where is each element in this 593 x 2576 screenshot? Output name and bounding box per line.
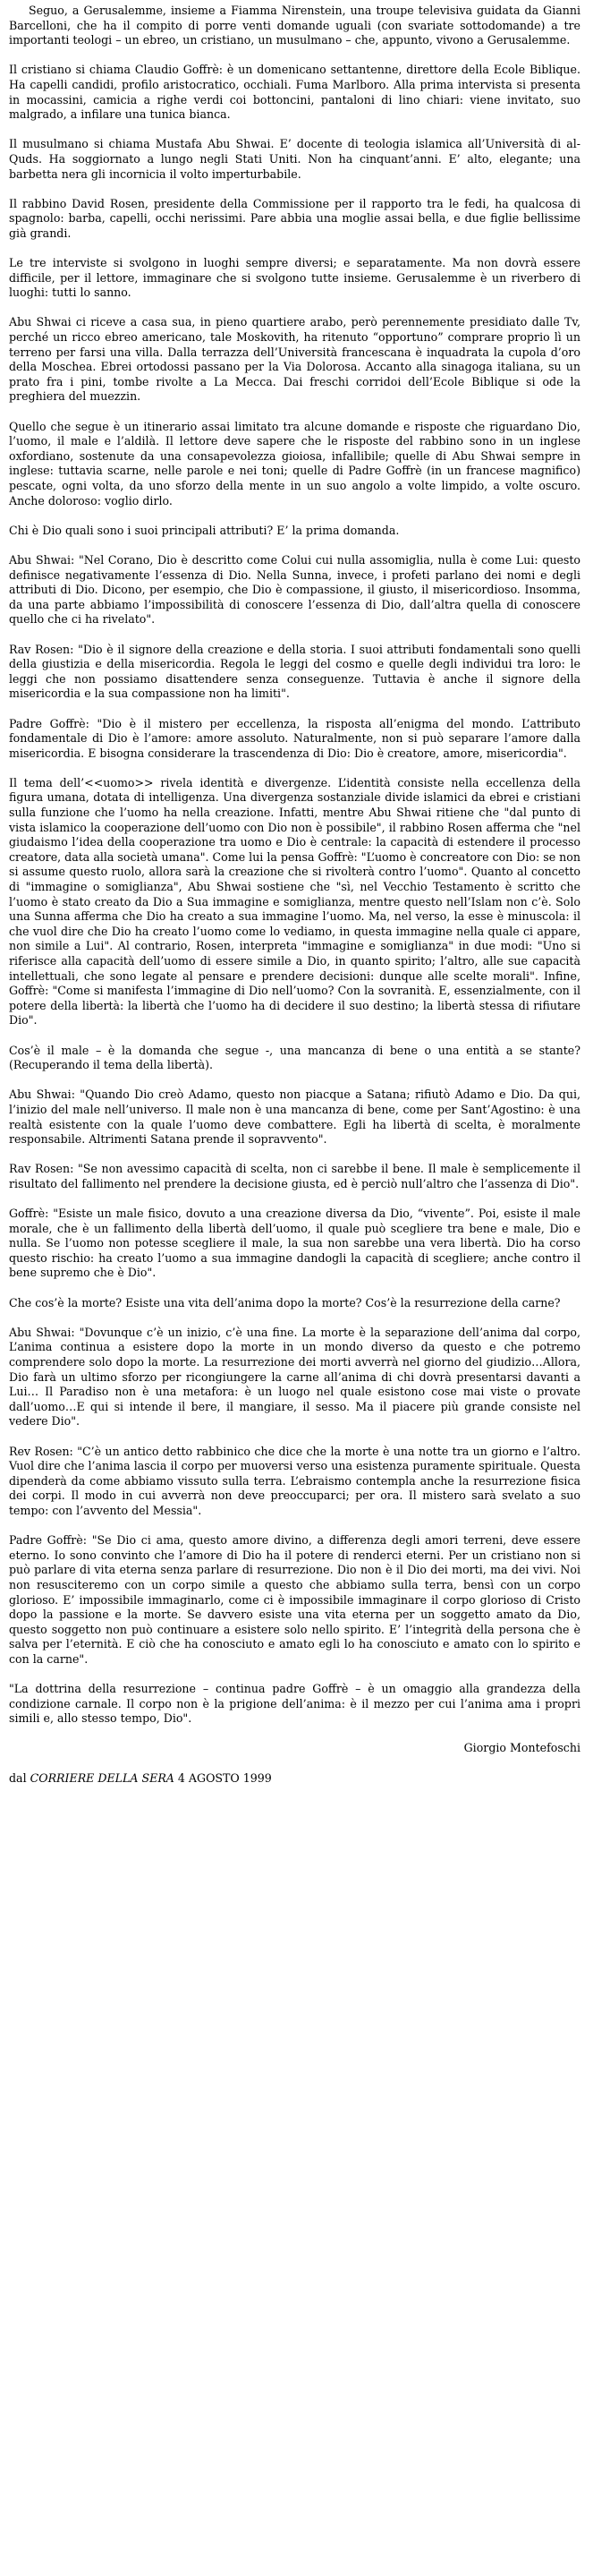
article-paragraph: Cos’è il male – è la domanda che segue -, una mancanza di bene o una entità a se stante? (Recuperando il tema della libertà).	[9, 1043, 580, 1072]
article-paragraph: Chi è Dio quali sono i suoi principali attributi? E’ la prima domanda.	[9, 523, 400, 537]
source-line	[9, 1771, 580, 1787]
article-paragraph: Il tema dell’<<uomo>> rivela identità e divergenze. L’identità consiste nella eccellenza della figura umana, dotata di intelligenza. Una divergenza sostanziale divide islamici da ebrei e cristiani sulla funzione che l’uomo ha nella creazione. Infatti, mentre Abu Shwai ritiene che "dal punto di vista islamico la cooperazione dell’uomo con Dio non è possibile", il rabbino Rosen afferma che "nel giudaismo l’idea della cooperazione tra uomo e Dio è centrale: la capacità di estendere il processo creatore, data alla società umana". Come lui la pensa Goffrè: "L’uomo è concreatore con Dio: se non si assume questo ruolo, allora sarà la creazione che si rivolterà contro l’uomo". Quanto al concetto di "immagine o somiglianza", Abu Shwai sostiene che "sì, nel Vecchio Testamento è scritto che l’uomo è stato creato da Dio a Sua immagine e somiglianza, mentre questo nell’Islam non c’è. Solo una Sunna afferma che Dio ha creato a sua immagine l’uomo. Ma, nel verso, la esse è minuscola: il che vuol dire che Dio ha creato l’uomo come lo vediamo, in questa immagine nella quale ci appare, non simile a Lui". Al contrario, Rosen, interpreta "immagine e somiglianza" in due modi: "Uno si riferisce alla capacità dell’uomo di essere simile a Dio, in quanto spirito; l’altro, alle sue capacità intellettuali, che sono legate al pensare e prendere decisioni: dunque alle scelte morali". Infine, Goffrè: "Come si manifesta l’immagine di Dio nell’uomo? Con la sovranità. E, essenzialmente, con il potere della libertà: la libertà che l’uomo ha di decidere il suo destino; la libertà stessa di rifiutare Dio".	[9, 775, 580, 1028]
article-paragraph: Abu Shwai ci riceve a casa sua, in pieno quartiere arabo, però perennemente presidiato dalle Tv, perché un ricco ebreo americano, tale Moskovith, ha ritenuto “opportuno” comprare proprio lì un terreno per farsi una villa. Dalla terrazza dell’Università francescana è inquadrata la cupola d’oro della Moschea. Ebrei ortodossi passano per la Via Dolorosa. Accanto alla sinagoga italiana, su un prato fra i pini, tombe rivolte a La Mecca. Dai freschi corridoi dell’Ecole Biblique si ode la preghiera del muezzin.	[9, 315, 580, 404]
article-paragraph: Abu Shwai: "Nel Corano, Dio è descritto come Colui cui nulla assomiglia, nulla è come Lui: questo definisce negativamente l’essenza di Dio. Nella Sunna, invece, i profeti parlano dei nomi e degli attributi di Dio. Dicono, per esempio, che Dio è compassione, il giusto, il misericordioso. Insomma, da una parte abbiamo l’impossibilità di conoscere l’essenza di Dio, dall’altra quella di conoscere quello che ci ha rivelato".	[9, 552, 580, 627]
article-paragraph: Abu Shwai: "Dovunque c’è un inizio, c’è una fine. La morte è la separazione dell’anima dal corpo, L’anima continua a esistere dopo la morte in un mondo diverso da questo e che potremo comprendere solo dopo la morte. La resurrezione dei morti avverrà nel giorno del giudizio…Allora, Dio farà un ultimo sforzo per ricongiungere la carne all’anima di chi dovrà presentarsi davanti a Lui… Il Paradiso non è una metafora: è un luogo nel quale esistono cose mai viste o provate dall’uomo…E qui si intende il bere, il mangiare, il sesso. Ma il piacere più grande consiste nel vedere Dio".	[9, 1325, 580, 1429]
article-paragraph: Le tre interviste si svolgono in luoghi sempre diversi; e separatamente. Ma non dovrà essere difficile, per il lettore, immaginare che si svolgono tutte insieme. Gerusalemme è un riverbero di luoghi: tutti lo sanno.	[9, 256, 580, 300]
source-prefix: dal	[9, 1770, 30, 1785]
article-paragraph: Abu Shwai: "Quando Dio creò Adamo, questo non piacque a Satana; rifiutò Adamo e Dio. Da qui, l’inizio del male nell’universo. Il male non è una mancanza di bene, come per Sant’Agostino: è una realtà esistente con la quale l’uomo deve combattere. Egli ha libertà di scelta, è moralmente responsabile. Altrimenti Satana prende il sopravvento".	[9, 1088, 580, 1147]
article-body	[9, 4, 580, 1727]
article-paragraph: Padre Goffrè: "Se Dio ci ama, questo amore divino, a differenza degli amori terreni, deve essere eterno. Io sono convinto che l’amore di Dio ha il potere di renderci eterni. Per un cristiano non si può parlare di vita eterna senza parlare di resurrezione. Dio non è il Dio dei morti, ma dei vivi. Noi non resusciteremo con un corpo simile a questo che abbiamo sulla terra, bensì con un corpo glorioso. E’ impossibile immaginarlo, come ci è impossibile immaginare il corpo glorioso di Cristo dopo la passione e la morte. Se davvero esiste una vita eterna per un soggetto amato da Dio, questo soggetto non può continuare a esistere solo nello spirito. E’ l’integrità della persona che è salva per l’eternità. E ciò che ha conosciuto e amato egli lo ha conosciuto e amato con lo spirito e con la carne".	[9, 1533, 580, 1666]
article-paragraph: Rav Rosen: "Dio è il signore della creazione e della storia. I suoi attributi fondamentali sono quelli della giustizia e della misericordia. Regola le leggi del cosmo e quelle degli individui tra loro: le leggi che non possiamo disattendere senza conseguenze. Tuttavia è anche il signore della misericordia e la sua compassione non ha limiti".	[9, 642, 580, 701]
source-date: 4 AGOSTO 1999	[174, 1770, 272, 1785]
article-paragraph: Il rabbino David Rosen, presidente della Commissione per il rapporto tra le fedi, ha qualcosa di spagnolo: barba, capelli, occhi nerissimi. Pare abbia una moglie assai bella, e due figlie bellissime già grandi.	[9, 196, 580, 240]
article-paragraph: Seguo, a Gerusalemme, insieme a Fiamma Nirenstein, una troupe televisiva guidata da Gianni Barcelloni, che ha il compito di porre venti domande uguali (con svariate sottodomande) a tre importanti teologi – un ebreo, un cristiano, un musulmano – che, appunto, vivono a Gerusalemme.	[9, 4, 580, 47]
article-paragraph: Goffrè: "Esiste un male fisico, dovuto a una creazione diversa da Dio, “vivente”. Poi, esiste il male morale, che è un fallimento della libertà dell’uomo, il quale può scegliere tra bene e male, Dio e nulla. Se l’uomo non potesse scegliere il male, la sua non sarebbe una vera libertà. Dio ha corso questo rischio: ha creato l’uomo a sua immagine dandogli la capacità di scegliere; anche contro il bene supremo che è Dio".	[9, 1207, 580, 1280]
source-newspaper: CORRIERE DELLA SERA	[30, 1770, 174, 1785]
article-paragraph: Il musulmano si chiama Mustafa Abu Shwai. E’ docente di teologia islamica all’Università di al-Quds. Ha soggiornato a lungo negli Stati Uniti. Non ha cinquant’anni. E’ alto, elegante; una barbetta nera gli incornicia il volto imperturbabile.	[9, 137, 580, 181]
article-paragraph: Il cristiano si chiama Claudio Goffrè: è un domenicano settantenne, direttore della Ecole Biblique. Ha capelli candidi, profilo aristocratico, occhiali. Fuma Marlboro. Alla prima intervista si presenta in mocassini, camicia a righe verdi coi bottoncini, pantaloni di lino chiari: viene invitato, suo malgrado, a infilare una tunica bianca.	[9, 63, 580, 122]
article-paragraph: "La dottrina della resurrezione – continua padre Goffrè – è un omaggio alla grandezza della condizione carnale. Il corpo non è la prigione dell’anima: è il mezzo per cui l’anima ama i propri simili e, allo stesso tempo, Dio".	[9, 1682, 580, 1726]
article-paragraph: Rev Rosen: "C’è un antico detto rabbinico che dice che la morte è una notte tra un giorno e l’altro. Vuol dire che l’anima lascia il corpo per muoversi verso una esistenza puramente spirituale. Questa dipenderà da come abbiamo vissuto sulla terra. L’ebraismo contempla anche la resurrezione fisica dei corpi. Il modo in cui avverrà non deve preoccuparci; per ora. Il mistero sarà svelato a suo tempo: con l’avvento del Messia".	[9, 1444, 580, 1517]
article-paragraph: Che cos’è la morte? Esiste una vita dell’anima dopo la morte? Cos’è la resurrezione della carne?	[9, 1295, 561, 1309]
article-paragraph: Rav Rosen: "Se non avessimo capacità di scelta, non ci sarebbe il bene. Il male è semplicemente il risultato del fallimento nel prendere la decisione giusta, ed è perciò null’altro che l’assenza di Dio".	[9, 1162, 580, 1190]
article-paragraph: Quello che segue è un itinerario assai limitato tra alcune domande e risposte che riguardano Dio, l’uomo, il male e l’aldilà. Il lettore deve sapere che le risposte del rabbino sono in un inglese oxfordiano, sostenute da una consapevolezza gioiosa, infallibile; quelle di Abu Shwai sempre in inglese: tuttavia scarne, nelle parole e nei toni; quelle di Padre Goffrè (in un francese magnifico) pescate, ogni volta, da uno sforzo della mente in un suo angolo a volte limpido, a volte oscuro. Anche doloroso: voglio dirlo.	[9, 419, 580, 508]
author-signature: Giorgio Montefoschi	[463, 1741, 580, 1755]
article-paragraph: Padre Goffrè: "Dio è il mistero per eccellenza, la risposta all’enigma del mondo. L’attributo fondamentale di Dio è l’amore: amore assoluto. Naturalmente, non si può separare l’amore dalla misericordia. E bisogna considerare la trascendenza di Dio: Dio è creatore, amore, misericordia".	[9, 716, 580, 760]
